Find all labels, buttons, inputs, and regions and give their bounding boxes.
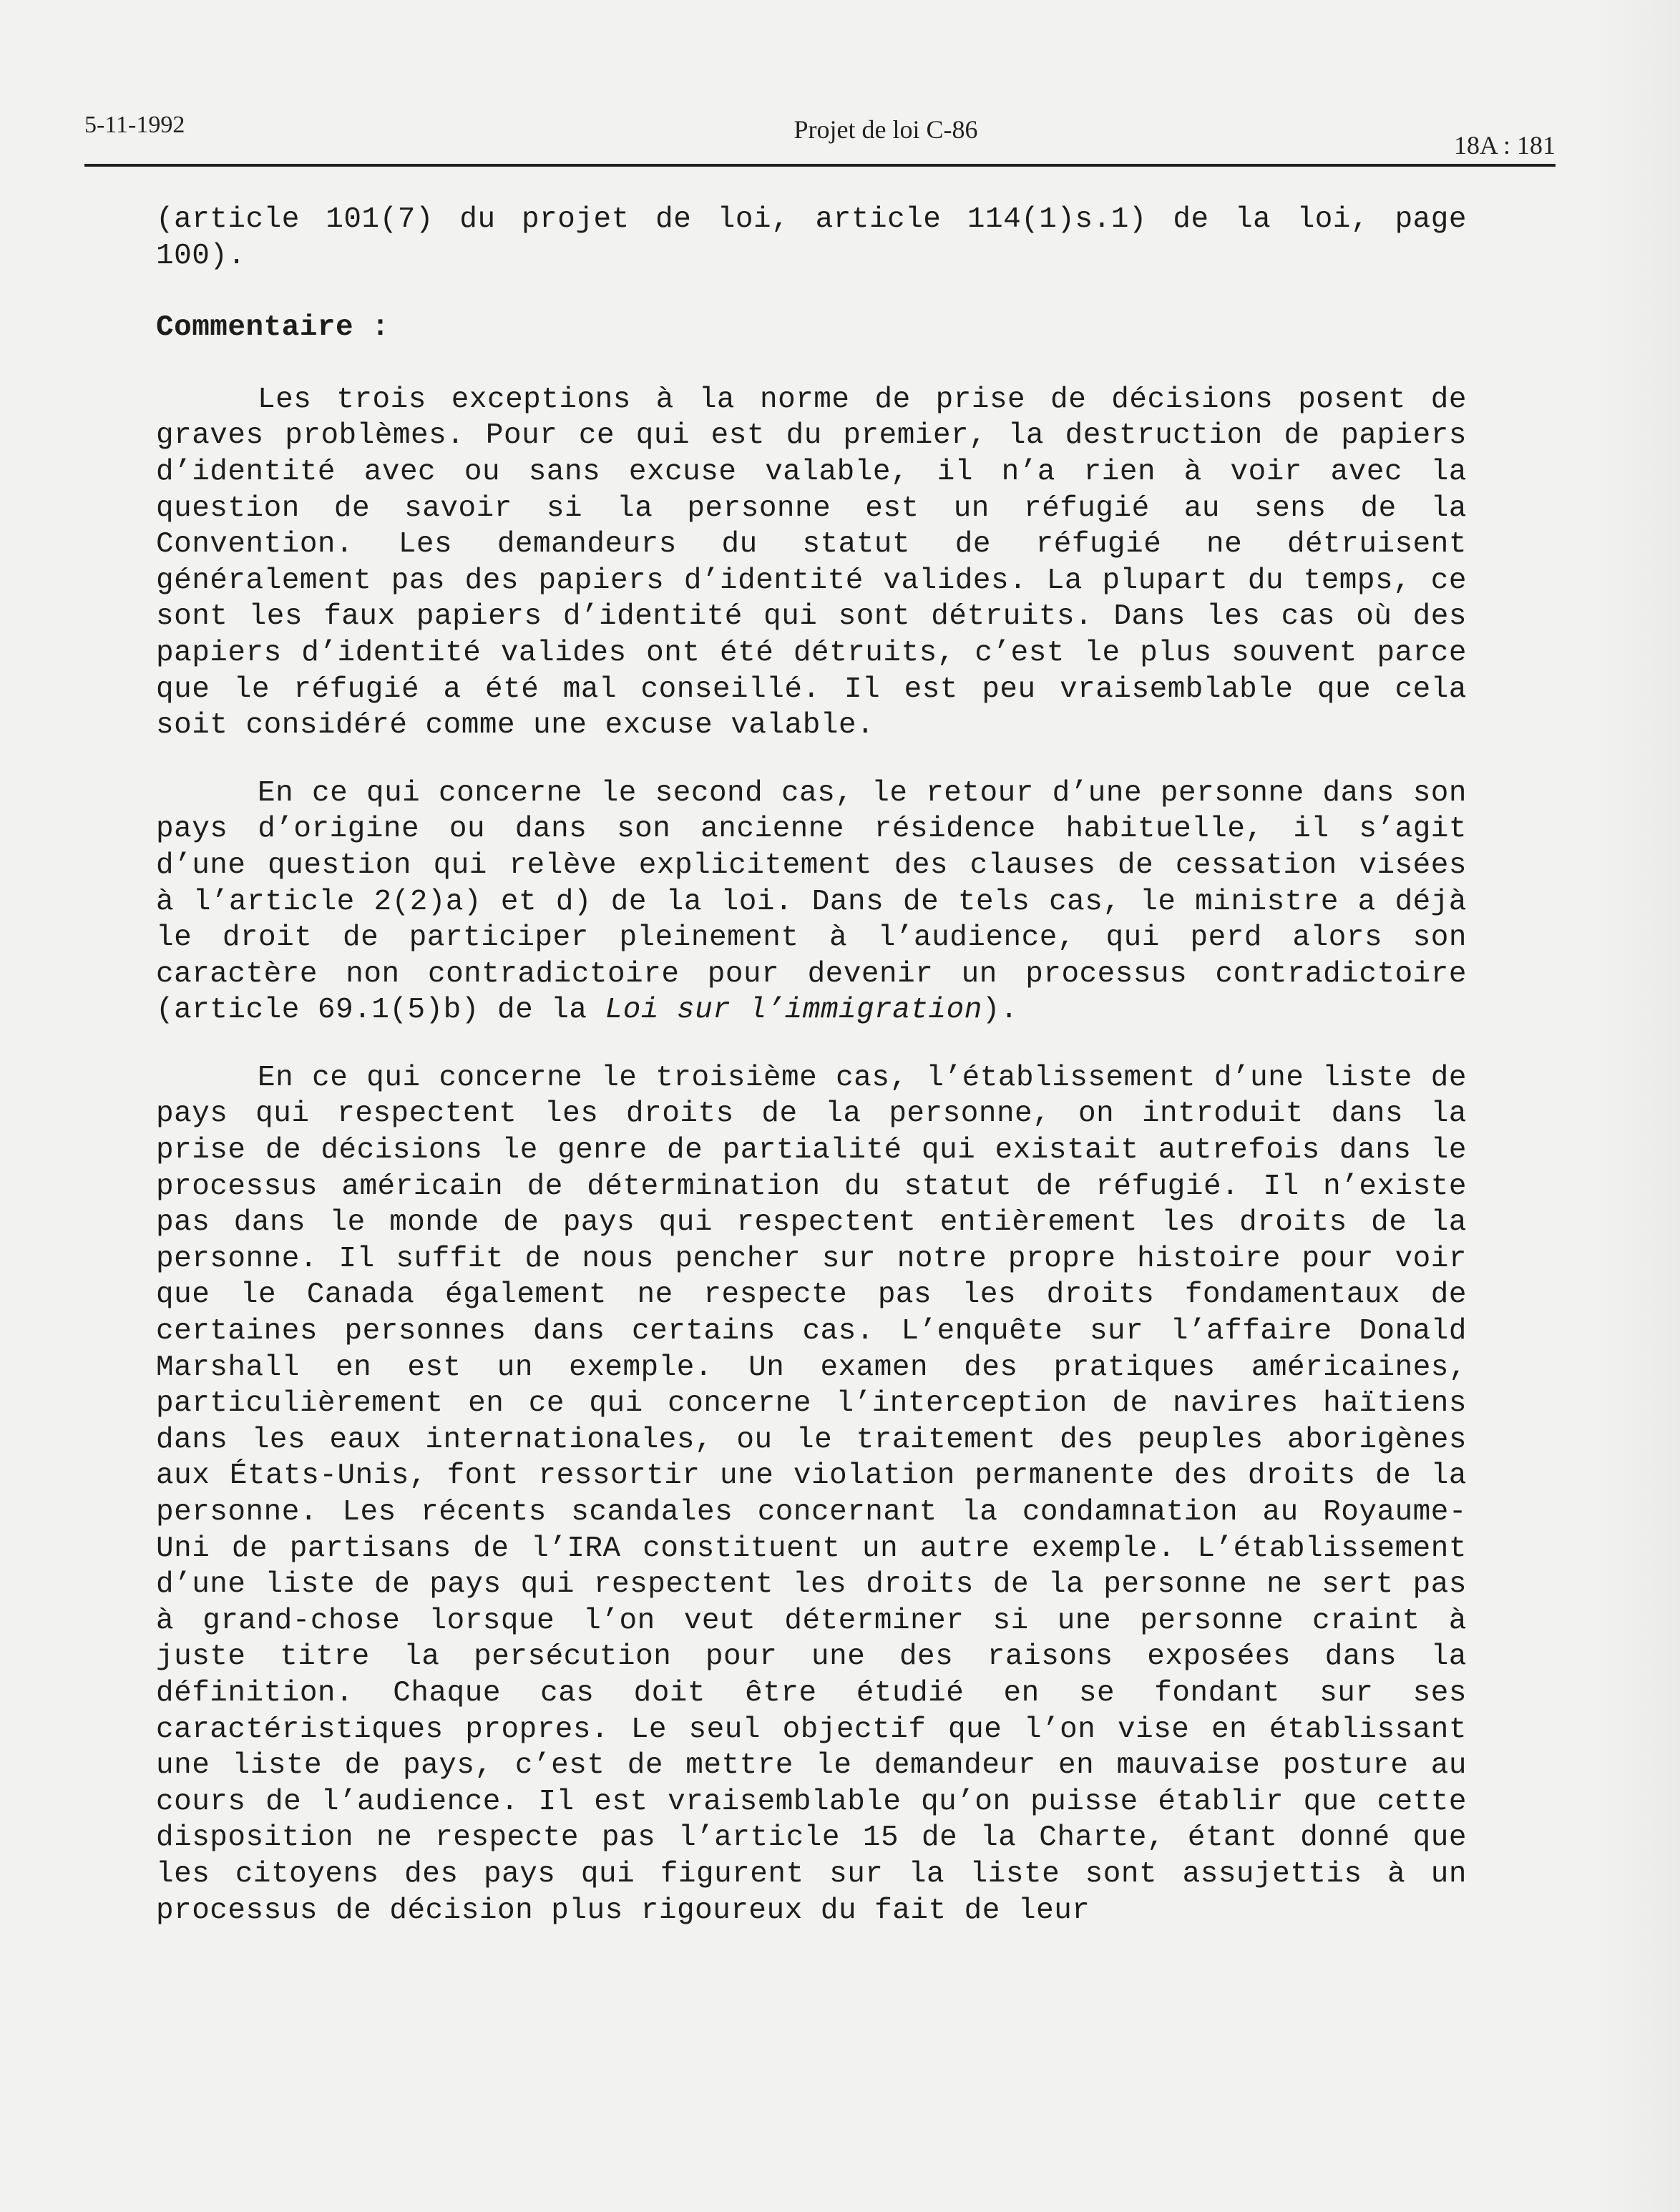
document-body	[156, 202, 1467, 1929]
page-edge-shading	[1594, 0, 1680, 2212]
section-heading: Commentaire :	[156, 311, 390, 345]
header-title: Projet de loi C-86	[793, 115, 978, 144]
paragraph-second-case-text: En ce qui concerne le second cas, le retour d’une personne dans son pays d’origine ou dans son ancienne résidence habituelle, il s’agit d’une question qui relève explicitement des clauses de cessation visées à l’article 2(2)a) et d) de la loi. Dans de tels cas, le ministre a déjà le droit de participer pleinement à l’audience, qui perd alors son caractère non contradictoire pour devenir un processus contradictoire (article 69.1(5)b) de la	[156, 776, 1467, 1027]
header-date: 5-11-1992	[84, 112, 185, 138]
paragraph-first-case: Les trois exceptions à la norme de prise de décisions posent de graves problèmes. Pour ce qui est du premier, la destruction de papiers d’identité avec ou sans excuse valable, il n’a rien à voir avec la question de savoir si la personne est un réfugié au sens de la Convention. Les demandeurs du statut de réfugié ne détruisent généralement pas des papiers d’identité valides. La plupart du temps, ce sont les faux papiers d’identité qui sont détruits. Dans les cas où des papiers d’identité valides ont été détruits, c’est le plus souvent parce que le réfugié a été mal conseillé. Il est peu vraisemblable que cela soit considéré comme une excuse valable.	[156, 383, 1467, 743]
paragraph-second-case	[156, 775, 1467, 1029]
header-rule	[84, 164, 1556, 167]
paragraph-third-case: En ce qui concerne le troisième cas, l’établissement d’une liste de pays qui respectent les droits de la personne, on introduit dans la prise de décisions le genre de partialité qui existait autrefois dans le processus américain de détermination du statut de réfugié. Il n’existe pas dans le monde de pays qui respectent entièrement les droits de la personne. Il suffit de nous pencher sur notre propre histoire pour voir que le Canada également ne respecte pas les droits fondamentaux de certaines personnes dans certains cas. L’enquête sur l’affaire Donald Marshall en est un exemple. Un examen des pratiques américaines, particulièrement en ce qui concerne l’interception de navires haïtiens dans les eaux internationales, ou le traitement des peuples aborigènes aux États-Unis, font ressortir une violation permanente des droits de la personne. Les récents scandales concernant la condamnation au Royaume-Uni de partisans de l’IRA constituent un autre exemple. L’établissement d’une liste de pays qui respectent les droits de la personne ne sert pas à grand-chose lorsque l’on veut déterminer si une personne craint à juste titre la persécution pour une des raisons exposées dans la définition. Chaque cas doit être étudié en se fondant sur ses caractéristiques propres. Le seul objectif que l’on vise en établissant une liste de pays, c’est de mettre le demandeur en mauvaise posture au cours de l’audience. Il est vraisemblable qu’on puisse établir que cette disposition ne respecte pas l’article 15 de la Charte, étant donné que les citoyens des pays qui figurent sur la liste sont assujettis à un processus de décision plus rigoureux du fait de leur	[156, 1061, 1467, 1927]
paragraph-reference: (article 101(7) du projet de loi, article 114(1)s.1) de la loi, page 100).	[156, 203, 1467, 273]
page-header	[84, 107, 1556, 172]
header-page-number: 18A : 181	[1453, 131, 1556, 160]
act-title-italic: Loi sur l’immigration	[605, 994, 982, 1027]
paragraph-second-case-end: ).	[982, 994, 1019, 1027]
